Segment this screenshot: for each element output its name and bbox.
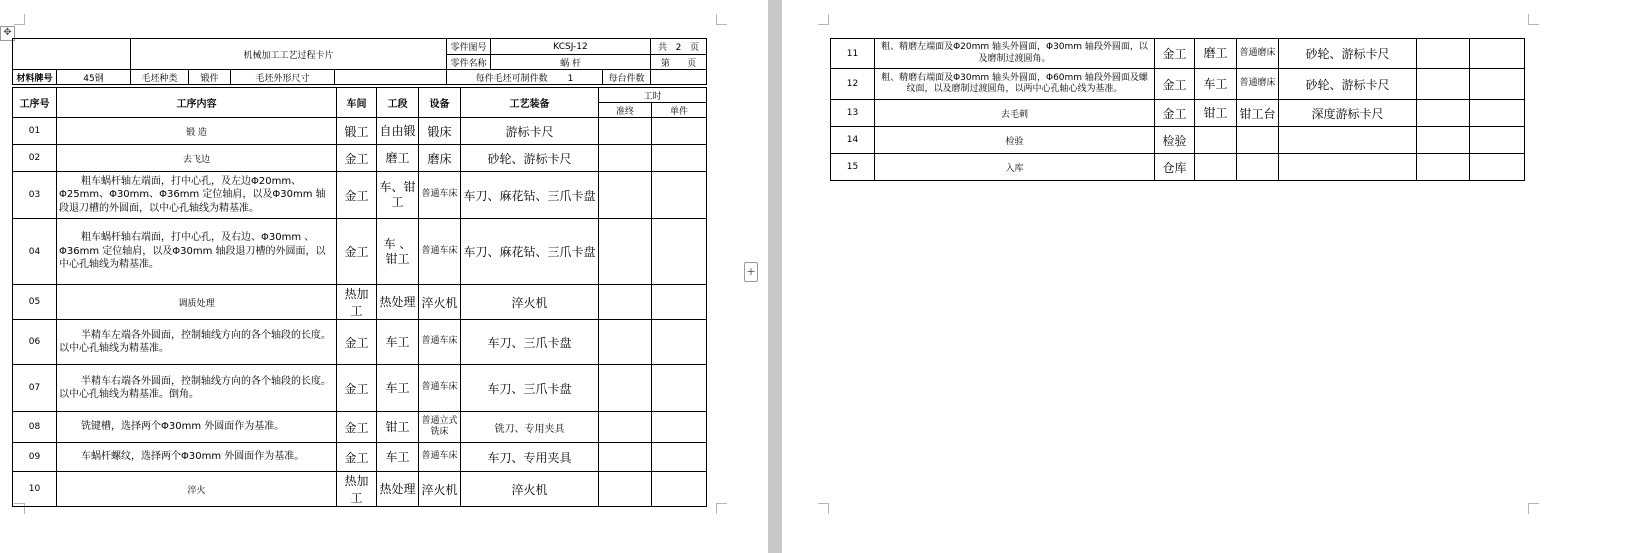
prep-time-cell[interactable] <box>1417 154 1470 181</box>
table-row <box>13 472 707 507</box>
table-row <box>831 154 1525 181</box>
section-cell[interactable] <box>1195 127 1237 154</box>
process-card-header <box>12 38 707 85</box>
section-cell[interactable]: 车工 <box>377 443 419 472</box>
unit-time-cell[interactable] <box>652 285 707 320</box>
workshop-cell[interactable]: 金工 <box>337 320 377 365</box>
blank-size-value[interactable] <box>335 70 447 85</box>
col-equipment: 设备 <box>419 88 461 118</box>
op-number-cell[interactable]: 11 <box>831 39 875 69</box>
workshop-cell[interactable]: 金工 <box>337 365 377 412</box>
workshop-cell[interactable]: 金工 <box>337 412 377 443</box>
table-row <box>831 100 1525 127</box>
workshop-cell[interactable]: 金工 <box>337 172 377 219</box>
equipment-cell[interactable]: 锻床 <box>419 118 461 145</box>
tooling-cell[interactable]: 车刀、三爪卡盘 <box>461 320 599 365</box>
prep-time-cell[interactable] <box>599 118 652 145</box>
op-number-cell[interactable]: 07 <box>13 365 57 412</box>
col-workshop: 车间 <box>337 88 377 118</box>
col-man-hours: 工时 <box>599 88 707 103</box>
workshop-cell[interactable]: 热加工 <box>337 285 377 320</box>
op-content-cell[interactable]: 淬火 <box>57 472 337 507</box>
equipment-cell[interactable]: 淬火机 <box>419 472 461 507</box>
unit-time-cell[interactable] <box>652 219 707 285</box>
op-number-cell[interactable]: 06 <box>13 320 57 365</box>
tooling-cell[interactable]: 铣刀、专用夹具 <box>461 412 599 443</box>
workshop-cell[interactable]: 金工 <box>1155 69 1195 100</box>
document-page-1 <box>0 0 768 553</box>
tooling-cell[interactable]: 淬火机 <box>461 472 599 507</box>
header-blank-cell <box>13 39 131 70</box>
section-cell[interactable]: 车工 <box>1195 69 1237 100</box>
prep-time-cell[interactable] <box>1417 127 1470 154</box>
op-content-cell[interactable]: 车蜗杆螺纹，选择两个Φ30mm 外圆面作为基准。 <box>57 443 337 472</box>
unit-time-cell[interactable] <box>652 145 707 172</box>
prep-time-cell[interactable] <box>599 285 652 320</box>
section-cell[interactable]: 车工 <box>377 365 419 412</box>
op-number-cell[interactable]: 08 <box>13 412 57 443</box>
workshop-cell[interactable]: 金工 <box>1155 39 1195 69</box>
op-number-cell[interactable]: 13 <box>831 100 875 127</box>
workshop-cell[interactable]: 检验 <box>1155 127 1195 154</box>
workshop-cell[interactable]: 仓库 <box>1155 154 1195 181</box>
op-content-cell[interactable]: 锻 造 <box>57 118 337 145</box>
op-content-cell[interactable]: 半精车右端各外圆面，控制轴线方向的各个轴段的长度。以中心孔轴线为精基准。倒角。 <box>57 365 337 412</box>
op-number-cell[interactable]: 03 <box>13 172 57 219</box>
table-row <box>13 145 707 172</box>
col-tooling: 工艺装备 <box>461 88 599 118</box>
section-cell[interactable]: 磨工 <box>377 145 419 172</box>
blank-size-label: 毛坯外形尺寸 <box>231 70 335 85</box>
workshop-cell[interactable]: 热加工 <box>337 472 377 507</box>
tooling-cell[interactable]: 车刀、麻花钻、三爪卡盘 <box>461 219 599 285</box>
tooling-cell[interactable]: 车刀、麻花钻、三爪卡盘 <box>461 172 599 219</box>
process-table-continued <box>830 38 1525 181</box>
prep-time-cell[interactable] <box>599 443 652 472</box>
equipment-cell[interactable]: 钳工台 <box>1237 100 1279 127</box>
equipment-cell[interactable]: 磨床 <box>419 145 461 172</box>
op-content-cell[interactable]: 去飞边 <box>57 145 337 172</box>
process-table <box>12 87 707 507</box>
equipment-cell[interactable]: 普通车床 <box>419 365 461 412</box>
op-content-cell[interactable]: 粗、精磨右端面及Φ30mm 轴头外圆面，Φ60mm 轴段外圆面及螺纹面，以及磨制过渡圆角，以两中心孔轴心线为基准。 <box>875 69 1155 100</box>
op-number-cell[interactable]: 02 <box>13 145 57 172</box>
op-content-cell[interactable]: 检验 <box>875 127 1155 154</box>
op-content-cell[interactable]: 调质处理 <box>57 285 337 320</box>
prep-time-cell[interactable] <box>1417 39 1470 69</box>
unit-time-cell[interactable] <box>652 118 707 145</box>
tooling-cell[interactable] <box>1279 154 1417 181</box>
workshop-cell[interactable]: 金工 <box>1155 100 1195 127</box>
unit-time-cell[interactable] <box>652 412 707 443</box>
tooling-cell[interactable]: 游标卡尺 <box>461 118 599 145</box>
tooling-cell[interactable]: 砂轮、游标卡尺 <box>1279 69 1417 100</box>
unit-time-cell[interactable] <box>652 443 707 472</box>
table-row <box>831 69 1525 100</box>
table-row <box>831 127 1525 154</box>
tooling-cell[interactable]: 车刀、专用夹具 <box>461 443 599 472</box>
prep-time-cell[interactable] <box>599 320 652 365</box>
table-row <box>13 320 707 365</box>
crop-mark <box>1528 503 1539 514</box>
tooling-cell[interactable]: 深度游标卡尺 <box>1279 100 1417 127</box>
unit-time-cell[interactable] <box>652 365 707 412</box>
prep-time-cell[interactable] <box>1417 100 1470 127</box>
prep-time-cell[interactable] <box>599 145 652 172</box>
op-number-cell[interactable]: 12 <box>831 69 875 100</box>
col-prep-time: 准终 <box>599 103 652 118</box>
section-cell[interactable]: 磨工 <box>1195 39 1237 69</box>
prep-time-cell[interactable] <box>1417 69 1470 100</box>
tooling-cell[interactable]: 车刀、三爪卡盘 <box>461 365 599 412</box>
op-number-cell[interactable]: 01 <box>13 118 57 145</box>
col-op-no: 工序号 <box>13 88 57 118</box>
material-value[interactable]: 45钢 <box>57 70 131 85</box>
section-cell[interactable]: 热处理 <box>377 472 419 507</box>
blank-type-value[interactable]: 锻件 <box>189 70 231 85</box>
table-row <box>13 412 707 443</box>
material-label: 材料牌号 <box>13 70 57 85</box>
per-unit-value[interactable] <box>651 70 707 85</box>
tooling-cell[interactable]: 砂轮、游标卡尺 <box>1279 39 1417 69</box>
part-drawing-value[interactable]: KCSJ-12 <box>491 39 651 55</box>
section-cell[interactable]: 车 、钳工 <box>377 219 419 285</box>
equipment-cell[interactable]: 普通车床 <box>419 443 461 472</box>
equipment-cell[interactable]: 普通立式铣床 <box>419 412 461 443</box>
table-move-handle-icon[interactable]: ✥ <box>0 26 15 41</box>
table-row <box>13 118 707 145</box>
card-title: 机械加工工艺过程卡片 <box>131 39 447 70</box>
op-content-cell[interactable]: 去毛刺 <box>875 100 1155 127</box>
table-row <box>13 285 707 320</box>
part-drawing-label: 零件图号 <box>447 39 491 55</box>
prep-time-cell[interactable] <box>599 172 652 219</box>
op-content-cell[interactable]: 粗、精磨左端面及Φ20mm 轴头外圆面，Φ30mm 轴段外圆面，以及磨制过渡圆角。 <box>875 39 1155 69</box>
per-unit-label: 每台件数 <box>603 70 651 85</box>
workshop-cell[interactable]: 锻工 <box>337 118 377 145</box>
document-page-2 <box>782 0 1641 553</box>
op-content-cell[interactable]: 入库 <box>875 154 1155 181</box>
crop-mark <box>818 503 829 514</box>
crop-mark <box>716 503 727 514</box>
part-name-value[interactable]: 蜗 杆 <box>491 55 651 70</box>
unit-time-cell[interactable] <box>1470 154 1525 181</box>
op-number-cell[interactable]: 10 <box>13 472 57 507</box>
unit-time-cell[interactable] <box>652 320 707 365</box>
workshop-cell[interactable]: 金工 <box>337 219 377 285</box>
prep-time-cell[interactable] <box>599 472 652 507</box>
crop-mark <box>1528 14 1539 25</box>
section-cell[interactable] <box>1195 154 1237 181</box>
prep-time-cell[interactable] <box>599 365 652 412</box>
page-separator <box>768 0 782 553</box>
prep-time-cell[interactable] <box>599 412 652 443</box>
equipment-cell[interactable] <box>1237 154 1279 181</box>
unit-time-cell[interactable] <box>1470 39 1525 69</box>
unit-time-cell[interactable] <box>1470 127 1525 154</box>
blank-type-label: 毛坯种类 <box>131 70 189 85</box>
col-unit-time: 单件 <box>652 103 707 118</box>
per-blank-field: 每件毛坯可制件数 1 <box>447 70 603 85</box>
op-number-cell[interactable]: 09 <box>13 443 57 472</box>
equipment-cell[interactable] <box>1237 127 1279 154</box>
equipment-cell[interactable]: 普通车床 <box>419 320 461 365</box>
op-number-cell[interactable]: 14 <box>831 127 875 154</box>
prep-time-cell[interactable] <box>599 219 652 285</box>
section-cell[interactable]: 自由锻 <box>377 118 419 145</box>
crop-mark <box>14 14 25 25</box>
op-number-cell[interactable]: 05 <box>13 285 57 320</box>
equipment-cell[interactable]: 普通磨床 <box>1237 39 1279 69</box>
tooling-cell[interactable]: 砂轮、游标卡尺 <box>461 145 599 172</box>
equipment-cell[interactable]: 淬火机 <box>419 285 461 320</box>
workshop-cell[interactable]: 金工 <box>337 443 377 472</box>
col-content: 工序内容 <box>57 88 337 118</box>
unit-time-cell[interactable] <box>1470 69 1525 100</box>
op-number-cell[interactable]: 04 <box>13 219 57 285</box>
section-cell[interactable]: 车、钳工 <box>377 172 419 219</box>
unit-time-cell[interactable] <box>652 172 707 219</box>
part-name-label: 零件名称 <box>447 55 491 70</box>
tooling-cell[interactable] <box>1279 127 1417 154</box>
table-row <box>13 219 707 285</box>
table-row <box>831 39 1525 69</box>
tooling-cell[interactable]: 淬火机 <box>461 285 599 320</box>
page-number: 第 页 <box>651 55 707 70</box>
op-number-cell[interactable]: 15 <box>831 154 875 181</box>
total-pages: 共 2 页 <box>651 39 707 55</box>
section-cell[interactable]: 热处理 <box>377 285 419 320</box>
col-section: 工段 <box>377 88 419 118</box>
op-content-cell[interactable]: 半精车左端各外圆面，控制轴线方向的各个轴段的长度。以中心孔轴线为精基准。 <box>57 320 337 365</box>
section-cell[interactable]: 钳工 <box>1195 100 1237 127</box>
op-content-cell[interactable]: 铣键槽，选择两个Φ30mm 外圆面作为基准。 <box>57 412 337 443</box>
crop-mark <box>818 14 829 25</box>
op-content-cell[interactable]: 粗车蜗杆轴右端面，打中心孔，及右边、Φ30mm 、Φ36mm 定位轴肩，以及Φ30mm 轴段退刀槽的外圆面，以中心孔轴线为精基准。 <box>57 219 337 285</box>
section-cell[interactable]: 车工 <box>377 320 419 365</box>
unit-time-cell[interactable] <box>1470 100 1525 127</box>
workshop-cell[interactable]: 金工 <box>337 145 377 172</box>
crop-mark <box>716 14 727 25</box>
equipment-cell[interactable]: 普通车床 <box>419 219 461 285</box>
table-row <box>13 443 707 472</box>
op-content-cell[interactable]: 粗车蜗杆轴左端面，打中心孔，及左边Φ20mm、Φ25mm、Φ30mm、Φ36mm 定位轴肩，以及Φ30mm 轴段退刀槽的外圆面，以中心孔轴线为精基准。 <box>57 172 337 219</box>
equipment-cell[interactable]: 普通磨床 <box>1237 69 1279 100</box>
equipment-cell[interactable]: 普通车床 <box>419 172 461 219</box>
section-cell[interactable]: 钳工 <box>377 412 419 443</box>
table-row <box>13 172 707 219</box>
table-row <box>13 365 707 412</box>
add-row-icon[interactable]: + <box>744 262 758 282</box>
unit-time-cell[interactable] <box>652 472 707 507</box>
